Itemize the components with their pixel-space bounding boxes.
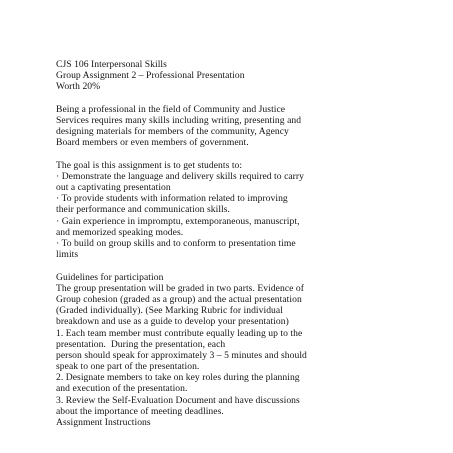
goal-bullet-line: · To build on group skills and to conform to presentation time: [56, 238, 296, 249]
guidelines-line: Group cohesion (graded as a group) and the actual presentation: [56, 293, 302, 305]
guidelines-line: speak to one part of the presentation.: [56, 361, 200, 373]
goal-bullet-line: · Gain experience in impromptu, extemporaneous, manuscript,: [56, 215, 300, 227]
paragraph-gap: [56, 93, 396, 104]
goal-bullet-line: and memorized speaking modes.: [56, 226, 184, 238]
goal-section: [56, 160, 396, 261]
course-title: CJS 106 Interpersonal Skills: [56, 59, 167, 70]
goal-bullet-line: limits: [56, 249, 79, 261]
assignment-title: Group Assignment 2 – Professional Presentation: [56, 70, 245, 82]
goal-heading: The goal is this assignment is to get students to:: [56, 159, 243, 171]
guidelines-line: and execution of the presentation.: [56, 383, 188, 395]
document-body: [56, 59, 396, 428]
guidelines-line: (Graded individually). (See Marking Rubric for individual: [56, 305, 283, 317]
guidelines-line: breakdown and use as a guide to develop your presentation): [56, 316, 289, 328]
goal-bullet-line: their performance and communication skills.: [56, 204, 230, 216]
guidelines-line: 3. Review the Self-Evaluation Document and have discussions: [56, 394, 300, 406]
intro-line: Board members or even members of government.: [56, 137, 249, 149]
guidelines-line: person should speak for approximately 3 – 5 minutes and should: [56, 349, 307, 361]
guidelines-line: The group presentation will be graded in two parts. Evidence of: [56, 282, 304, 294]
guidelines-heading: Guidelines for participation: [56, 271, 164, 283]
intro-line: Services requires many skills including writing, presenting and: [56, 114, 302, 126]
goal-bullet-line: out a captivating presentation: [56, 182, 171, 194]
guidelines-line: 1. Each team member must contribute equally leading up to the: [56, 327, 303, 339]
intro-line: designing materials for members of the community, Agency: [56, 126, 289, 138]
guidelines-line: 2. Designate members to take on key roles during the planning: [56, 372, 300, 384]
assignment-weight: Worth 20%: [56, 81, 101, 93]
instructions-heading: Assignment Instructions: [56, 417, 151, 428]
intro-line: Being a professional in the field of Community and Justice: [56, 103, 286, 115]
paragraph-gap: [56, 260, 396, 271]
intro-paragraph: [56, 104, 396, 149]
paragraph-gap: [56, 149, 396, 160]
guidelines-line: presentation. During the presentation, each: [56, 338, 226, 350]
goal-bullet-line: · Demonstrate the language and delivery skills required to carry: [56, 170, 305, 182]
guidelines-line: about the importance of meeting deadlines.: [56, 405, 224, 417]
header-block: [56, 59, 396, 93]
goal-bullet-line: · To provide students with information related to improving: [56, 193, 288, 205]
guidelines-section: [56, 272, 396, 429]
